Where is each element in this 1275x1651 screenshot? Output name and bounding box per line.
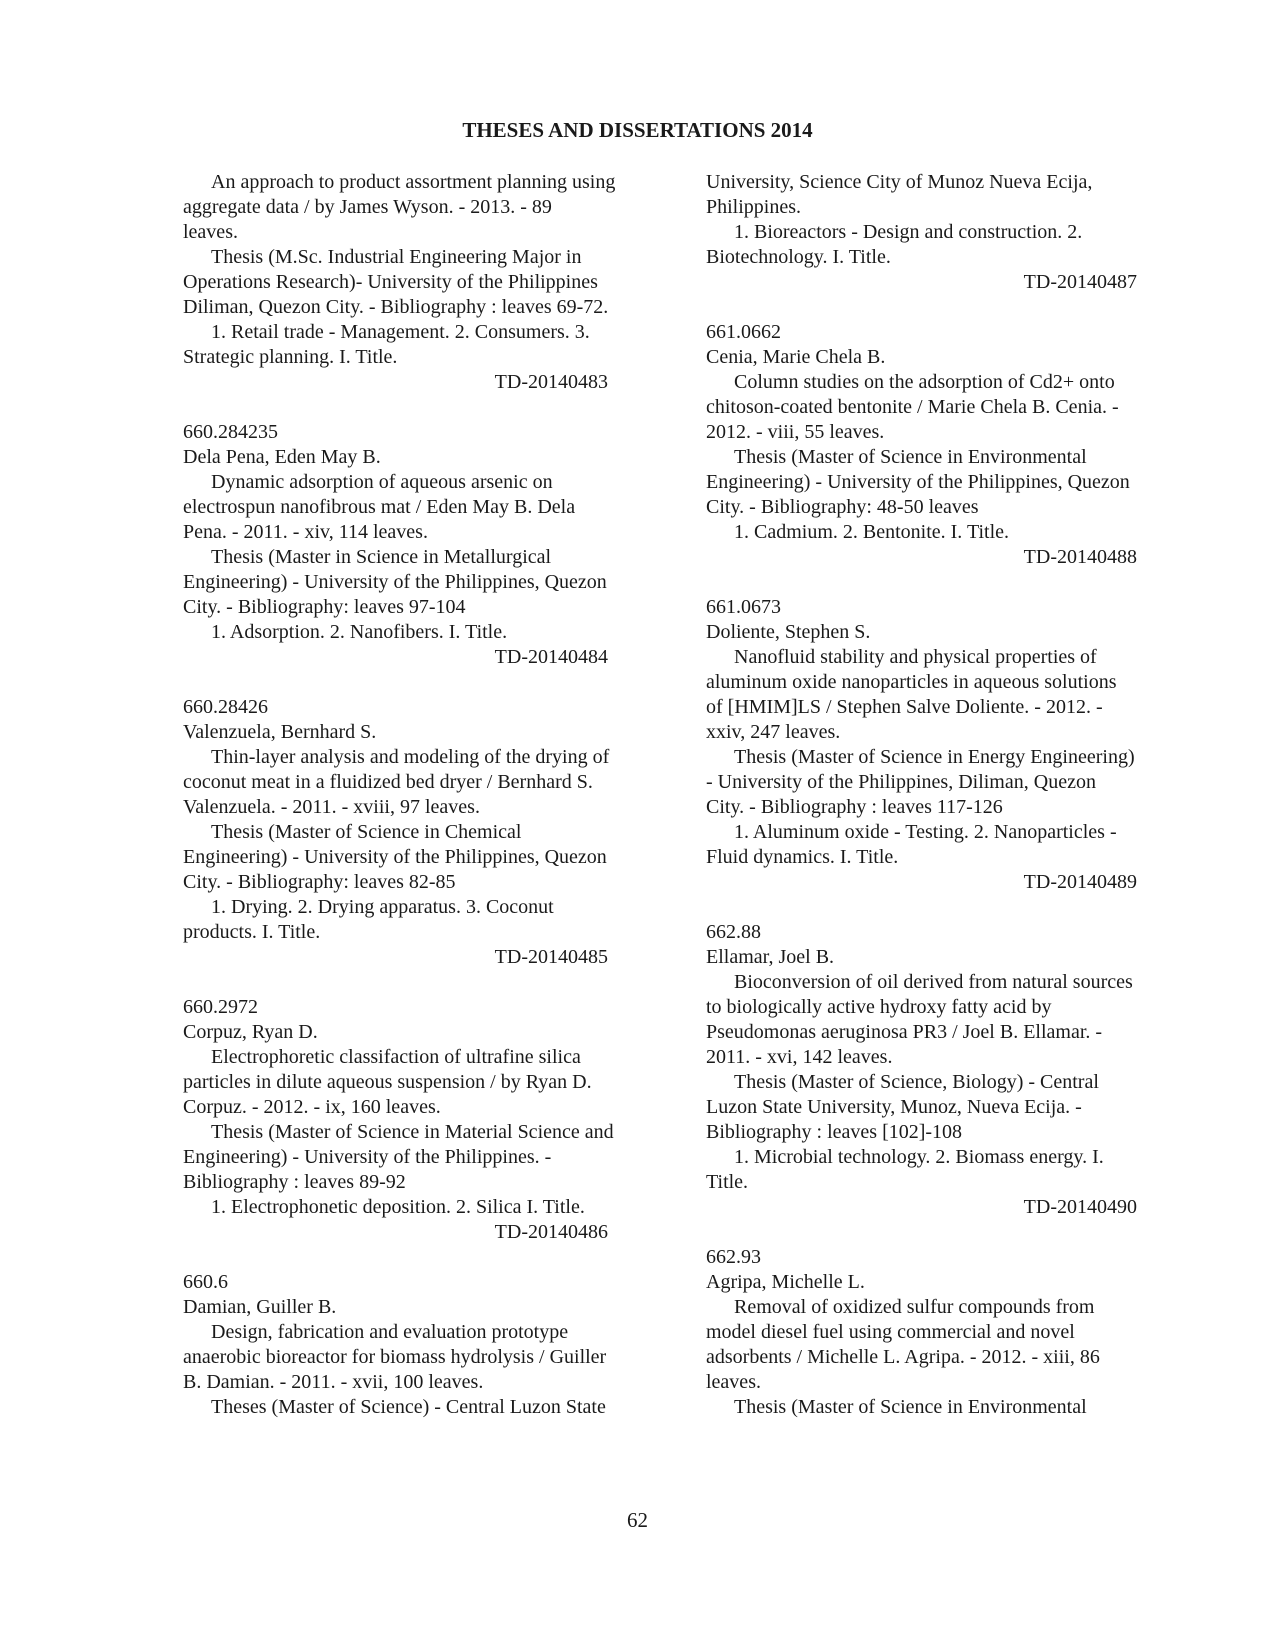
left-column xyxy=(183,170,668,1420)
text-line: particles in dilute aqueous suspension / by Ryan D. xyxy=(183,1071,592,1093)
text-line: aggregate data / by James Wyson. - 2013. - 89 xyxy=(183,196,552,218)
text-line: 660.28426 xyxy=(183,696,268,718)
text-line: 660.2972 xyxy=(183,996,258,1018)
text-line: Theses (Master of Science) - Central Luzon State xyxy=(211,1396,606,1418)
text-line: 2011. - xvi, 142 leaves. xyxy=(706,1046,893,1068)
entry-gap xyxy=(706,1220,1201,1245)
text-line: products. I. Title. xyxy=(183,921,321,943)
text-line: Philippines. xyxy=(706,196,802,218)
text-line: 661.0662 xyxy=(706,321,781,343)
text-line: model diesel fuel using commercial and novel xyxy=(706,1321,1075,1343)
text-line: 662.88 xyxy=(706,921,761,943)
text-line: Thesis (Master of Science, Biology) - Central xyxy=(734,1071,1099,1093)
text-line: Valenzuela. - 2011. - xviii, 97 leaves. xyxy=(183,796,480,818)
text-line: Thesis (Master in Science in Metallurgical xyxy=(211,546,552,568)
control-number: TD-20140486 xyxy=(494,1221,608,1243)
text-line: Thesis (Master of Science in Material Science and xyxy=(211,1121,614,1143)
text-line: City. - Bibliography : leaves 117-126 xyxy=(706,796,1003,818)
text-line: Thesis (Master of Science in Environmental xyxy=(734,1396,1087,1418)
text-line: aluminum oxide nanoparticles in aqueous solutions xyxy=(706,671,1117,693)
text-line: Thesis (M.Sc. Industrial Engineering Major in xyxy=(211,246,582,268)
text-line: Engineering) - University of the Philippines, Quezon xyxy=(183,846,607,868)
control-number: TD-20140490 xyxy=(1023,1196,1137,1218)
text-line: Thin-layer analysis and modeling of the drying of xyxy=(211,746,610,768)
text-line: Fluid dynamics. I. Title. xyxy=(706,846,899,868)
entry-gap xyxy=(706,295,1201,320)
text-line: 1. Aluminum oxide - Testing. 2. Nanoparticles - xyxy=(734,821,1117,843)
text-line: 662.93 xyxy=(706,1246,761,1268)
text-line: Thesis (Master of Science in Environmental xyxy=(734,446,1087,468)
entry-gap xyxy=(183,1245,668,1270)
text-line: 1. Microbial technology. 2. Biomass energy. I. xyxy=(734,1146,1104,1168)
text-line: Strategic planning. I. Title. xyxy=(183,346,398,368)
text-line: University, Science City of Munoz Nueva Ecija, xyxy=(706,171,1093,193)
entry-gap xyxy=(706,895,1201,920)
text-line: Column studies on the adsorption of Cd2+ onto xyxy=(734,371,1115,393)
control-number: TD-20140489 xyxy=(1023,871,1137,893)
text-line: Electrophoretic classifaction of ultrafine silica xyxy=(211,1046,581,1068)
text-line: to biologically active hydroxy fatty acid by xyxy=(706,996,1052,1018)
text-line: Bibliography : leaves 89-92 xyxy=(183,1171,406,1193)
text-line: 660.284235 xyxy=(183,421,278,443)
text-line: adsorbents / Michelle L. Agripa. - 2012. - xiii, 86 xyxy=(706,1346,1100,1368)
page-number: 62 xyxy=(627,1508,648,1532)
control-number: TD-20140483 xyxy=(494,371,608,393)
text-line: Bioconversion of oil derived from natural sources xyxy=(734,971,1133,993)
text-line: Nanofluid stability and physical properties of xyxy=(734,646,1097,668)
text-line: Pseudomonas aeruginosa PR3 / Joel B. Ellamar. - xyxy=(706,1021,1103,1043)
text-line: Dela Pena, Eden May B. xyxy=(183,446,381,468)
text-line: City. - Bibliography: leaves 82-85 xyxy=(183,871,456,893)
text-line: Diliman, Quezon City. - Bibliography : leaves 69-72. xyxy=(183,296,609,318)
text-line: An approach to product assortment planning using xyxy=(211,171,616,193)
text-line: 1. Adsorption. 2. Nanofibers. I. Title. xyxy=(211,621,508,643)
text-line: Corpuz, Ryan D. xyxy=(183,1021,318,1043)
text-line: 1. Cadmium. 2. Bentonite. I. Title. xyxy=(734,521,1010,543)
text-line: Corpuz. - 2012. - ix, 160 leaves. xyxy=(183,1096,441,1118)
entry-gap xyxy=(183,970,668,995)
text-line: Ellamar, Joel B. xyxy=(706,946,835,968)
text-line: 1. Bioreactors - Design and construction. 2. xyxy=(734,221,1083,243)
page-title: THESES AND DISSERTATIONS 2014 xyxy=(462,118,813,142)
text-line: anaerobic bioreactor for biomass hydrolysis / Guiller xyxy=(183,1346,607,1368)
text-line: 1. Electrophonetic deposition. 2. Silica I. Title. xyxy=(211,1196,585,1218)
text-line: xxiv, 247 leaves. xyxy=(706,721,841,743)
control-number: TD-20140487 xyxy=(1023,271,1137,293)
text-line: leaves. xyxy=(706,1371,761,1393)
text-line: chitoson-coated bentonite / Marie Chela B. Cenia. - xyxy=(706,396,1119,418)
text-line: electrospun nanofibrous mat / Eden May B. Dela xyxy=(183,496,576,518)
text-line: Dynamic adsorption of aqueous arsenic on xyxy=(211,471,553,493)
text-line: 1. Retail trade - Management. 2. Consumers. 3. xyxy=(211,321,590,343)
text-line: Title. xyxy=(706,1171,749,1193)
entry-gap xyxy=(183,670,668,695)
text-line: 2012. - viii, 55 leaves. xyxy=(706,421,885,443)
text-line: 661.0673 xyxy=(706,596,781,618)
text-line: Operations Research)- University of the Philippines xyxy=(183,271,598,293)
text-line: Pena. - 2011. - xiv, 114 leaves. xyxy=(183,521,428,543)
text-line: 660.6 xyxy=(183,1271,228,1293)
text-line: Doliente, Stephen S. xyxy=(706,621,871,643)
text-line: City. - Bibliography: leaves 97-104 xyxy=(183,596,466,618)
text-line: leaves. xyxy=(183,221,238,243)
text-line: 1. Drying. 2. Drying apparatus. 3. Coconut xyxy=(211,896,554,918)
text-line: - University of the Philippines, Diliman, Quezon xyxy=(706,771,1096,793)
text-line: Agripa, Michelle L. xyxy=(706,1271,865,1293)
text-line: City. - Bibliography: 48-50 leaves xyxy=(706,496,979,518)
text-line: Luzon State University, Munoz, Nueva Ecija. - xyxy=(706,1096,1082,1118)
text-line: Design, fabrication and evaluation prototype xyxy=(211,1321,569,1343)
control-number: TD-20140488 xyxy=(1023,546,1137,568)
text-line: B. Damian. - 2011. - xvii, 100 leaves. xyxy=(183,1371,484,1393)
text-line: Biotechnology. I. Title. xyxy=(706,246,891,268)
text-line: Damian, Guiller B. xyxy=(183,1296,337,1318)
text-line: of [HMIM]LS / Stephen Salve Doliente. - 2012. - xyxy=(706,696,1103,718)
text-line: Thesis (Master of Science in Chemical xyxy=(211,821,522,843)
text-line: Engineering) - University of the Philippines, Quezon xyxy=(183,571,607,593)
text-line: Thesis (Master of Science in Energy Engineering) xyxy=(734,746,1135,768)
text-line: Engineering) - University of the Philippines, Quezon xyxy=(706,471,1130,493)
text-line: Removal of oxidized sulfur compounds from xyxy=(734,1296,1095,1318)
text-line: Cenia, Marie Chela B. xyxy=(706,346,886,368)
text-line: coconut meat in a fluidized bed dryer / Bernhard S. xyxy=(183,771,593,793)
control-number: TD-20140484 xyxy=(494,646,608,668)
entry-gap xyxy=(706,570,1201,595)
entry-gap xyxy=(183,395,668,420)
right-column xyxy=(706,170,1201,1420)
text-line: Valenzuela, Bernhard S. xyxy=(183,721,377,743)
text-line: Bibliography : leaves [102]-108 xyxy=(706,1121,963,1143)
text-line: Engineering) - University of the Philippines. - xyxy=(183,1146,552,1168)
control-number: TD-20140485 xyxy=(494,946,608,968)
